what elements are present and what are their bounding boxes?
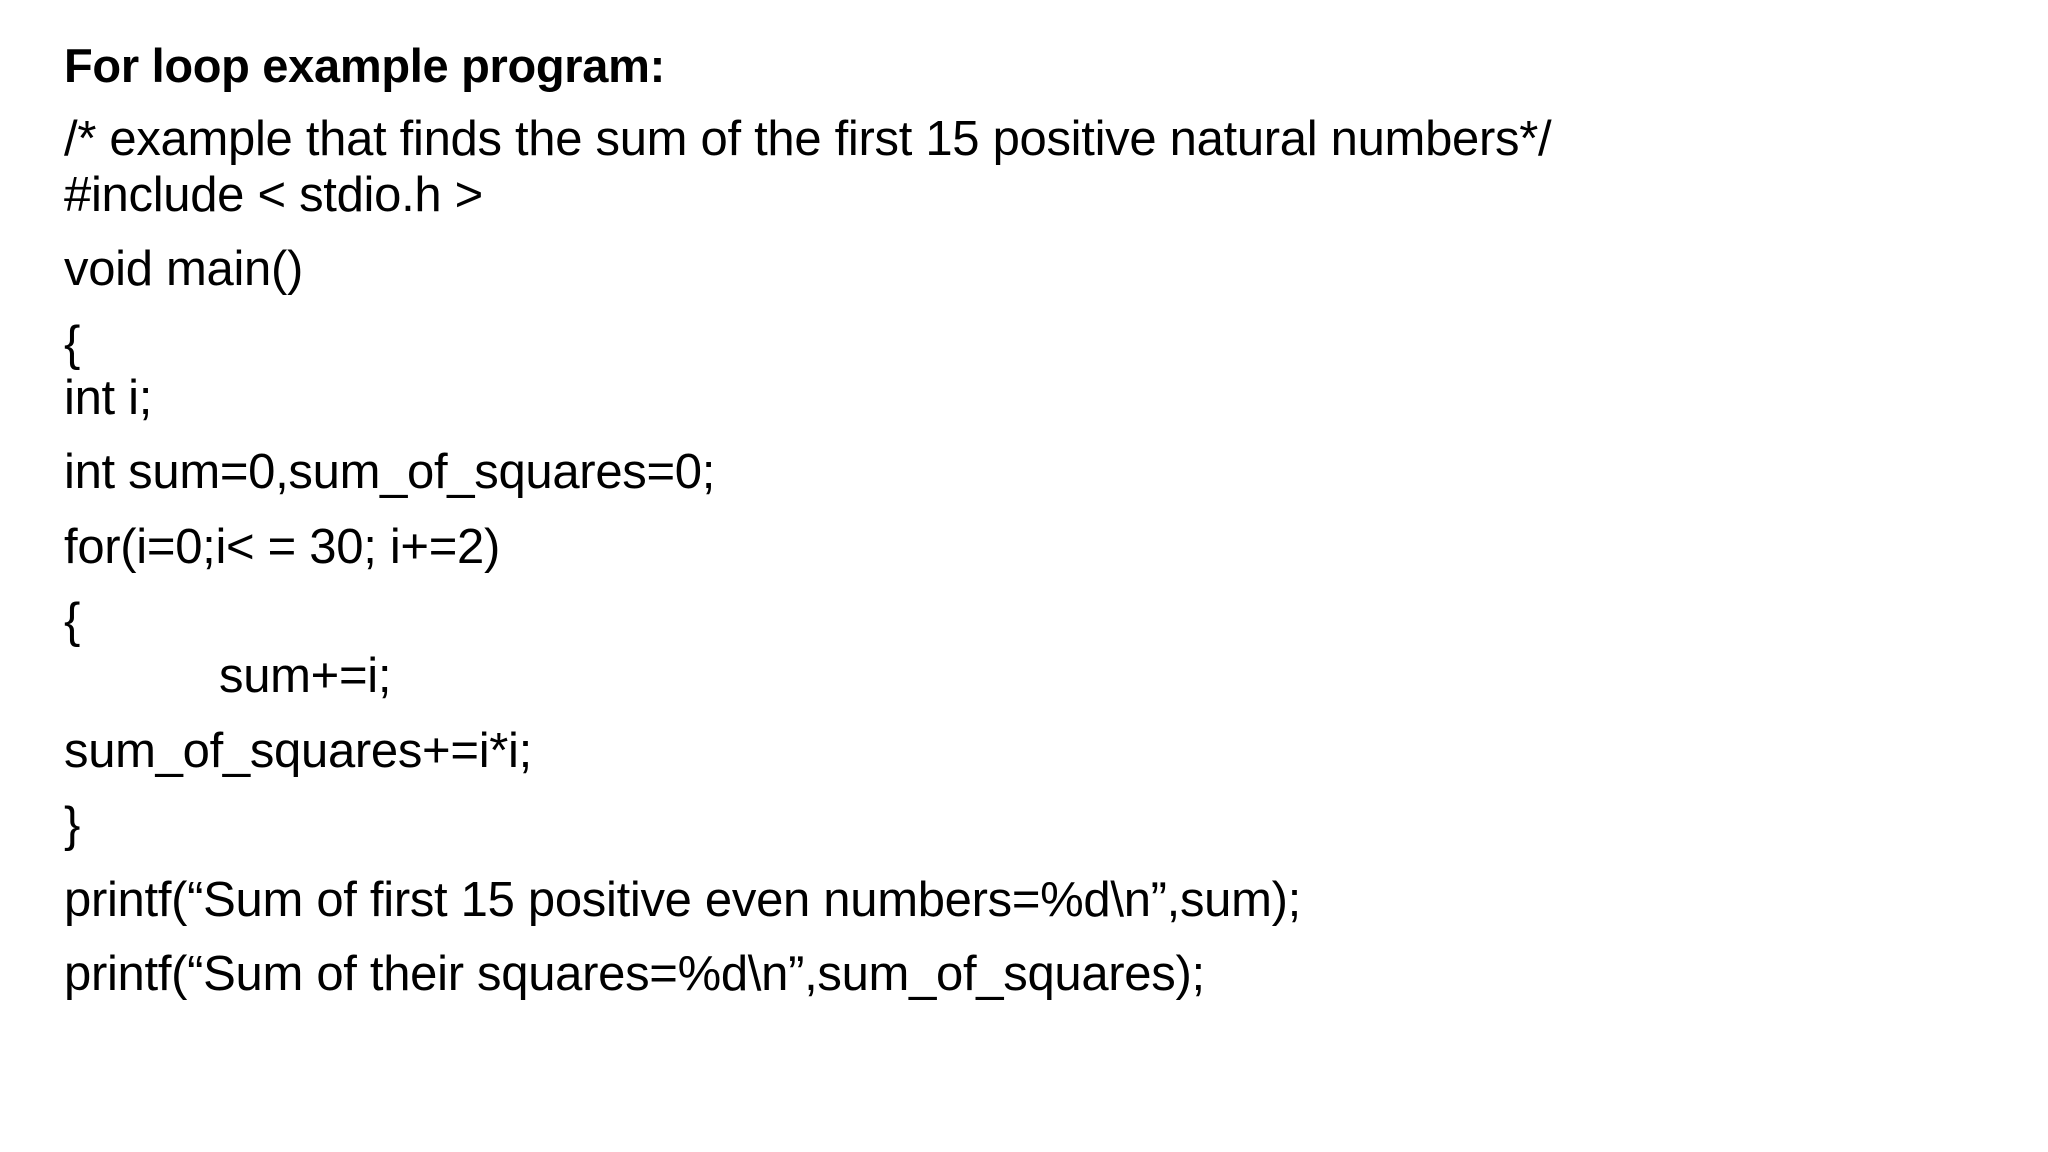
code-sum-increment-line: sum+=i; [219,649,392,703]
code-sum-declaration-line: int sum=0,sum_of_squares=0; [64,445,716,499]
code-open-brace-line: { [64,317,81,371]
code-loop-open-brace-line: { [64,594,81,648]
slide-title: For loop example program: [64,39,665,92]
code-for-loop-line: for(i=0;i< = 30; i+=2) [64,520,501,574]
code-comment-line: /* example that finds the sum of the first 15 positive natural numbers*/ [64,112,1552,166]
code-printf-squares-line: printf(“Sum of their squares=%d\n”,sum_of_squares); [64,947,1205,1001]
code-int-i-line: int i; [64,371,153,425]
code-include-line: #include < stdio.h > [64,168,483,222]
code-loop-close-brace-line: } [64,798,81,852]
code-main-signature-line: void main() [64,242,304,296]
code-sum-squares-line: sum_of_squares+=i*i; [64,724,532,778]
code-printf-sum-line: printf(“Sum of first 15 positive even numbers=%d\n”,sum); [64,873,1301,927]
